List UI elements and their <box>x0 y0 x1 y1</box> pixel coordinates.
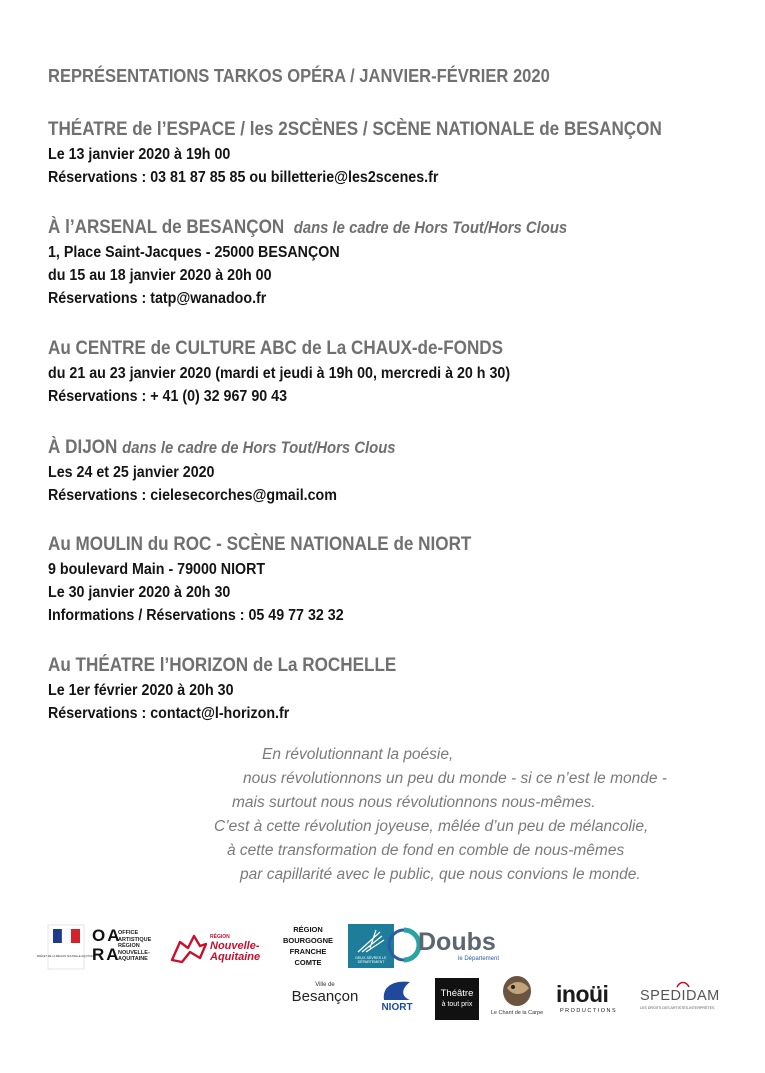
quote-line: En révolutionnant la poésie, <box>262 746 454 763</box>
inoui-sub: PRODUCTIONS <box>560 1008 618 1014</box>
bfc-line: RÉGION <box>293 925 323 934</box>
venue-date: du 21 au 23 janvier 2020 (mardi et jeudi à 19h 00, mercredi à 20 h 30) <box>48 365 511 382</box>
venue-block <box>48 653 748 725</box>
na-small: RÉGION <box>210 934 230 940</box>
venue-name: Au MOULIN du ROC - SCÈNE NATIONALE de NIORT <box>48 534 472 555</box>
chant-carpe-caption: Le Chant de la Carpe <box>490 1010 544 1016</box>
doubs-logo <box>400 926 500 968</box>
venue-date: Le 13 janvier 2020 à 19h 00 <box>48 146 231 163</box>
venue-title <box>48 532 678 558</box>
venue-reservation: Réservations : tatp@wanadoo.fr <box>48 290 267 307</box>
oara-line: RÉGION <box>118 943 140 950</box>
lion-icon <box>170 934 208 964</box>
carp-icon <box>501 974 533 1008</box>
niort-name: NIORT <box>381 1002 413 1013</box>
venue-block <box>48 532 748 627</box>
prefet-logo <box>36 925 96 969</box>
spedidam-sub: LES DROITS DES ARTISTES-INTERPRÈTES <box>640 1006 715 1010</box>
deux-sevres-icon <box>356 928 386 954</box>
quote-line: à cette transformation de fond en comble de nous-mêmes <box>227 842 625 859</box>
venue-name: THÉATRE de l’ESPACE / les 2SCÈNES / SCÈNE NATIONALE de BESANÇON <box>48 119 662 140</box>
spedidam-logo <box>640 980 724 1016</box>
spedidam-icon <box>676 980 690 988</box>
na-line: Aquitaine <box>210 951 261 963</box>
oara-line: AQUITAINE <box>118 956 148 963</box>
deux-sevres-caption: DEUX-SÈVRES LE DÉPARTEMENT <box>355 956 387 964</box>
venue-note: dans le cadre de Hors Tout/Hors Clous <box>293 219 568 237</box>
oara-line: OFFICE <box>118 930 139 936</box>
niort-icon <box>380 980 414 1002</box>
venue-reservation: Réservations : + 41 (0) 32 967 90 43 <box>48 388 288 405</box>
venue-address: 1, Place Saint-Jacques - 25000 BESANÇON <box>48 244 340 261</box>
venue-name: À l’ARSENAL de BESANÇON <box>48 217 285 238</box>
venue-title <box>48 435 678 461</box>
tatp-line: Théâtre <box>440 988 474 999</box>
venue-reservation: Réservations : 03 81 87 85 85 ou billetterie@les2scenes.fr <box>48 169 439 186</box>
oara-line: NOUVELLE- <box>118 949 150 956</box>
venue-note: dans le cadre de Hors Tout/Hors Clous <box>122 439 396 457</box>
venue-block <box>48 117 748 189</box>
bfc-line: BOURGOGNE <box>282 936 333 945</box>
venue-title <box>48 215 678 241</box>
prefet-caption: PRÉFET DE LA RÉGION NOUVELLE-AQUITAINE <box>36 955 96 958</box>
page-title: REPRÉSENTATIONS TARKOS OPÉRA / JANVIER-FÉVRIER 2020 <box>48 66 550 86</box>
quote-line: par capillarité avec le public, que nous convions le monde. <box>240 866 641 883</box>
spedidam-name: SPEDIDAM <box>640 988 720 1004</box>
venue-date: Les 24 et 25 janvier 2020 <box>48 464 215 481</box>
quote-line: mais surtout nous nous révolutionnons nous-mêmes. <box>232 794 596 811</box>
oara-line: ARTISTIQUE <box>118 936 152 943</box>
doubs-name: Doubs <box>418 928 496 956</box>
venue-reservation: Réservations : contact@l-horizon.fr <box>48 705 290 722</box>
venue-name: À DIJON <box>48 437 118 458</box>
venue-block <box>48 435 748 507</box>
venue-reservation: Informations / Réservations : 05 49 77 32 32 <box>48 607 344 624</box>
oara-mark-bottom: RA <box>92 945 121 964</box>
venue-block <box>48 336 748 408</box>
bfc-line: FRANCHE <box>289 947 327 956</box>
chant-carpe-logo <box>487 974 547 1022</box>
quote-line: nous révolutionnons un peu du monde - si ce n’est le monde - <box>243 770 667 787</box>
venue-date: Le 30 janvier 2020 à 20h 30 <box>48 584 231 601</box>
bfc-line: COMTE <box>294 958 322 967</box>
bfc-logo <box>272 924 344 968</box>
na-line: Nouvelle- <box>210 940 260 952</box>
venue-address: 9 boulevard Main - 79000 NIORT <box>48 561 266 578</box>
quote-line: C’est à cette révolution joyeuse, mêlée d’un peu de mélancolie, <box>214 818 649 835</box>
besancon-small: Ville de <box>315 982 335 988</box>
oara-logo <box>92 928 164 968</box>
tatp-line: à tout prix <box>441 1001 473 1008</box>
venue-date: Le 1er février 2020 à 20h 30 <box>48 682 234 699</box>
nouvelle-aquitaine-logo <box>170 930 264 970</box>
venue-date: du 15 au 18 janvier 2020 à 20h 00 <box>48 267 272 284</box>
inoui-name: inoüi <box>556 981 609 1007</box>
venue-title <box>48 336 678 362</box>
venue-name: Au THÉATRE l’HORIZON de La ROCHELLE <box>48 655 397 676</box>
venue-block <box>48 215 748 310</box>
venue-reservation: Réservations : cielesecorches@gmail.com <box>48 487 337 504</box>
niort-logo <box>374 980 420 1016</box>
besancon-logo <box>286 982 364 1016</box>
deux-sevres-logo <box>348 924 394 968</box>
oara-mark-top: OA <box>92 926 122 945</box>
venue-name: Au CENTRE de CULTURE ABC de La CHAUX-de-FONDS <box>48 338 504 359</box>
theatre-a-tout-prix-logo <box>435 978 479 1020</box>
venue-title <box>48 653 678 679</box>
venue-title <box>48 117 678 143</box>
besancon-name: Besançon <box>291 988 359 1005</box>
doubs-sub: le Département <box>458 956 500 962</box>
inoui-logo <box>556 982 632 1018</box>
